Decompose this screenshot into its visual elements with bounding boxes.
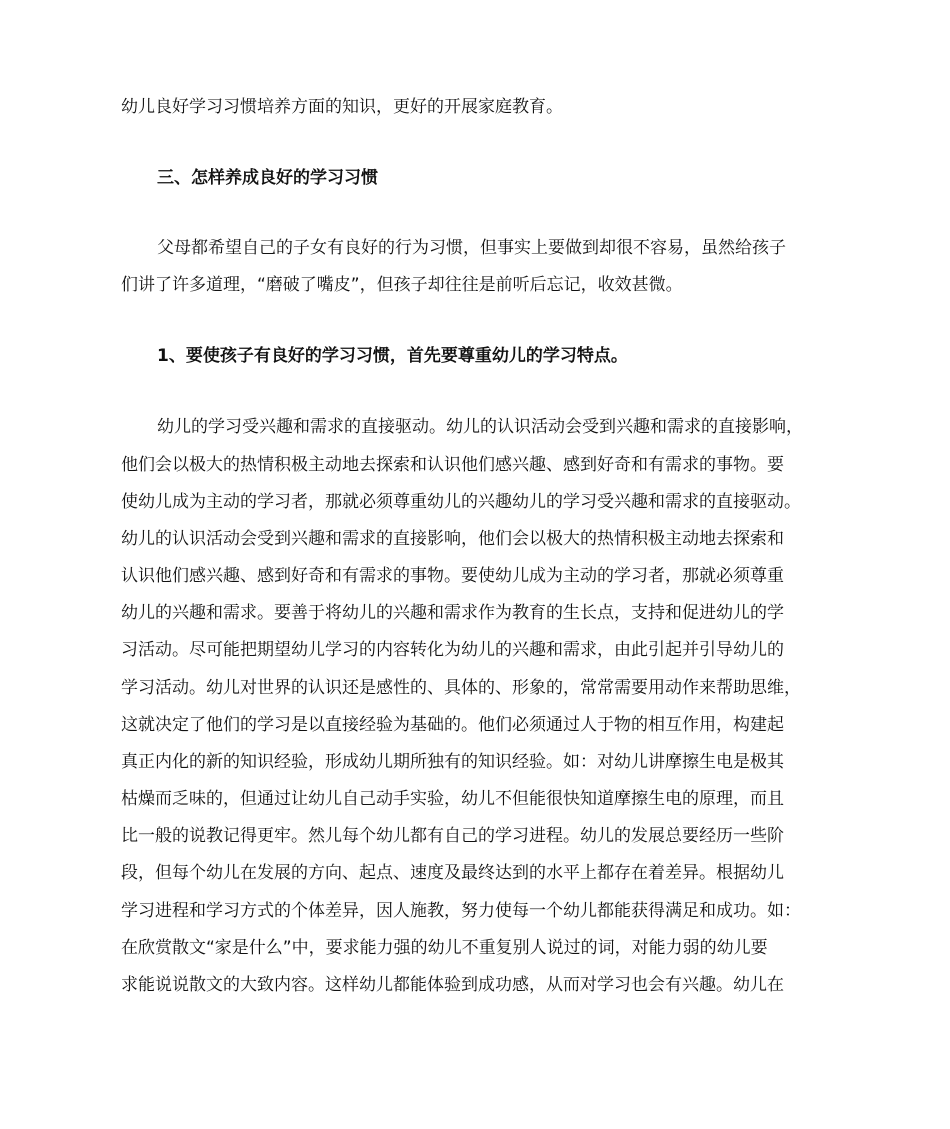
paragraph-line: 比一般的说教记得更牢。然儿每个幼儿都有自己的学习进程。幼儿的发展总要经历一些阶 xyxy=(121,826,784,846)
paragraph-line: 真正内化的新的知识经验，形成幼儿期所独有的知识经验。如：对幼儿讲摩擦生电是极其 xyxy=(121,752,784,772)
paragraph-line: 求能说说散文的大致内容。这样幼儿都能体验到成功感，从而对学习也会有兴趣。幼儿在 xyxy=(121,975,784,995)
paragraph-line: 在欣赏散文“家是什么”中，要求能力强的幼儿不重复别人说过的词，对能力弱的幼儿要 xyxy=(121,938,768,958)
paragraph-line: 幼儿良好学习习惯培养方面的知识，更好的开展家庭教育。 xyxy=(121,97,563,117)
paragraph-line: 幼儿的兴趣和需求。要善于将幼儿的兴趣和需求作为教育的生长点，支持和促进幼儿的学 xyxy=(121,603,784,623)
subsection-heading: 1、要使孩子有良好的学习习惯，首先要尊重幼儿的学习特点。 xyxy=(157,346,628,366)
section-heading: 三、怎样养成良好的学习习惯 xyxy=(157,168,378,188)
paragraph-line: 父母都希望自己的子女有良好的行为习惯，但事实上要做到却很不容易，虽然给孩子 xyxy=(157,238,786,258)
paragraph-line: 认识他们感兴趣、感到好奇和有需求的事物。要使幼儿成为主动的学习者，那就必须尊重 xyxy=(121,566,784,586)
paragraph-line: 学习活动。幼儿对世界的认识还是感性的、具体的、形象的，常常需要用动作来帮助思维， xyxy=(121,678,801,698)
paragraph-line: 枯燥而乏味的，但通过让幼儿自己动手实验，幼儿不但能很快知道摩擦生电的原理，而且 xyxy=(121,789,784,809)
paragraph-line: 段，但每个幼儿在发展的方向、起点、速度及最终达到的水平上都存在着差异。根据幼儿 xyxy=(121,863,784,883)
paragraph-line: 幼儿的认识活动会受到兴趣和需求的直接影响，他们会以极大的热情积极主动地去探索和 xyxy=(121,529,784,549)
paragraph-line: 们讲了许多道理，“磨破了嘴皮”，但孩子却往往是前听后忘记，收效甚微。 xyxy=(121,275,683,295)
paragraph-line: 使幼儿成为主动的学习者，那就必须尊重幼儿的兴趣幼儿的学习受兴趣和需求的直接驱动。 xyxy=(121,492,801,512)
paragraph-line: 幼儿的学习受兴趣和需求的直接驱动。幼儿的认识活动会受到兴趣和需求的直接影响， xyxy=(157,417,803,437)
paragraph-line: 习活动。尽可能把期望幼儿学习的内容转化为幼儿的兴趣和需求，由此引起并引导幼儿的 xyxy=(121,640,784,660)
paragraph-line: 这就决定了他们的学习是以直接经验为基础的。他们必须通过人于物的相互作用，构建起 xyxy=(121,715,784,735)
paragraph-line: 他们会以极大的热情积极主动地去探索和认识他们感兴趣、感到好奇和有需求的事物。要 xyxy=(121,455,784,475)
paragraph-line: 学习进程和学习方式的个体差异，因人施教，努力使每一个幼儿都能获得满足和成功。如： xyxy=(121,901,801,921)
